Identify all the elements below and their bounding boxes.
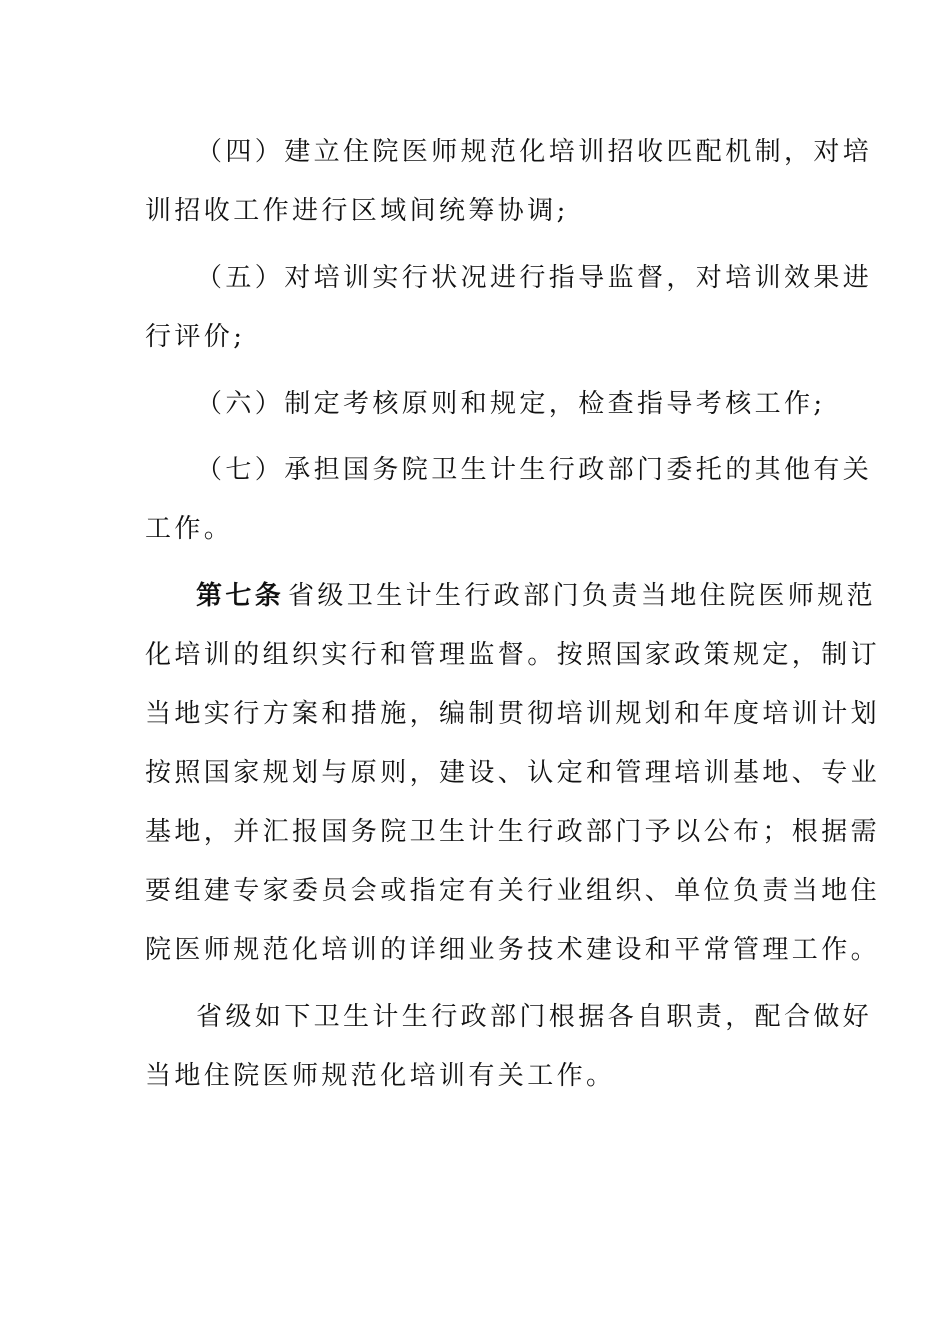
paragraph-4-line-2: 训招收工作进行区域间统筹协调; xyxy=(145,196,569,226)
article-7-line-6: 要组建专家委员会或指定有关行业组织、单位负责当地住 xyxy=(145,876,881,906)
final-paragraph-line-1: 省级如下卫生计生行政部门根据各自职责，配合做好 xyxy=(196,1002,873,1032)
paragraph-7-line-2: 工作。 xyxy=(145,514,234,544)
paragraph-6-line-1: （六）制定考核原则和规定，检查指导考核工作; xyxy=(196,389,826,419)
article-7-line-5: 基地，并汇报国务院卫生计生行政部门予以公布；根据需 xyxy=(145,817,881,847)
paragraph-5-line-1: （五）对培训实行状况进行指导监督，对培训效果进 xyxy=(196,263,873,293)
paragraph-4-line-1: （四）建立住院医师规范化培训招收匹配机制，对培 xyxy=(196,137,873,167)
paragraph-7-line-1: （七）承担国务院卫生计生行政部门委托的其他有关 xyxy=(196,455,873,485)
article-7-line-3: 当地实行方案和措施，编制贯彻培训规划和年度培训计划 xyxy=(145,699,881,729)
paragraph-5-line-2: 行评价; xyxy=(145,322,246,352)
article-7-line-4: 按照国家规划与原则，建设、认定和管理培训基地、专业 xyxy=(145,758,881,788)
article-7-label: 第七条 xyxy=(196,581,285,611)
article-7-line-2: 化培训的组织实行和管理监督。按照国家政策规定，制订 xyxy=(145,640,881,670)
article-7-line-7: 院医师规范化培训的详细业务技术建设和平常管理工作。 xyxy=(145,935,881,965)
final-paragraph-line-2: 当地住院医师规范化培训有关工作。 xyxy=(145,1061,616,1091)
article-7-line-1: 第七条 省级卫生计生行政部门负责当地住院医师规范 xyxy=(0,576,950,616)
